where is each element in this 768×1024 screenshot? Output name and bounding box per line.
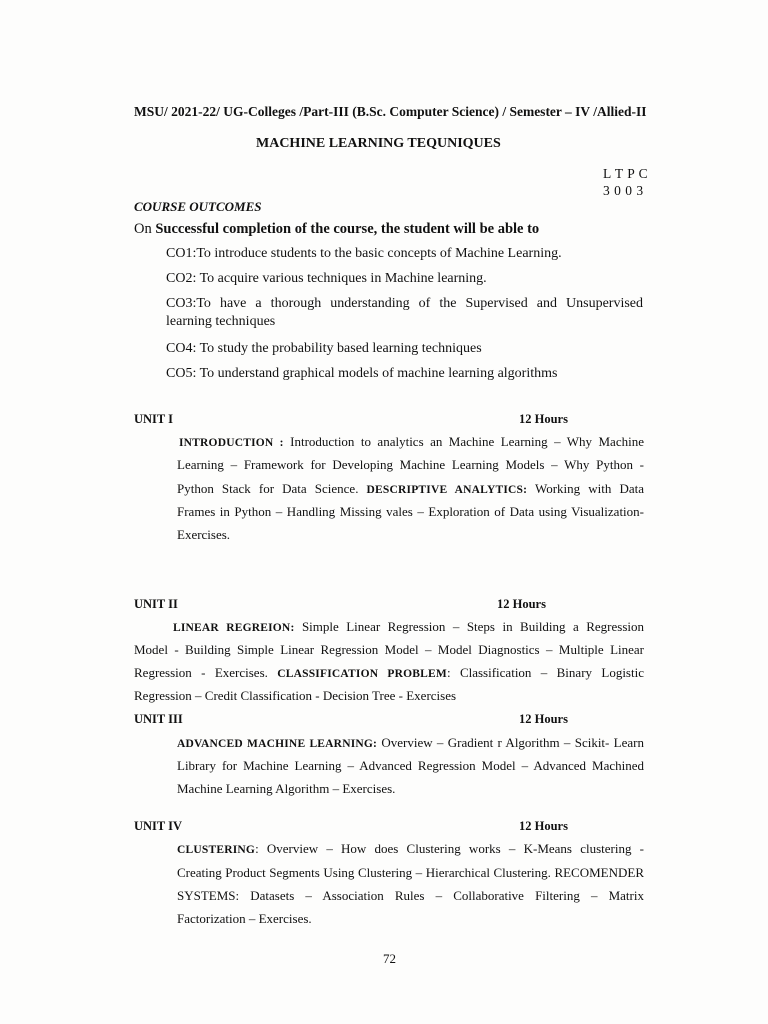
unit-2-title: UNIT II	[134, 597, 178, 611]
outcome-co4: CO4: To study the probability based learning techniques	[166, 341, 482, 356]
section-label-linear-regreion: LINEAR REGREION:	[173, 622, 295, 634]
section-label-classification-problem: CLASSIFICATION PROBLEM	[277, 668, 447, 680]
unit-1-title: UNIT I	[134, 412, 174, 426]
outcome-co5: CO5: To understand graphical models of machine learning algorithms	[166, 366, 558, 381]
unit-1-line-2: Learning – Framework for Developing Machine Learning Models – Why Python -	[177, 457, 644, 472]
unit-4-hours: 12 Hours	[519, 819, 568, 833]
unit-3-line-2: Library for Machine Learning – Advanced Regression Model – Advanced Machined	[177, 758, 644, 773]
document-header: MSU/ 2021-22/ UG-Colleges /Part-III (B.Sc. Computer Science) / Semester – IV /Allied-II	[134, 104, 647, 119]
outcome-co1: CO1:To introduce students to the basic concepts of Machine Learning.	[166, 246, 562, 261]
course-outcomes-heading: COURSE OUTCOMES	[134, 199, 262, 214]
course-outcomes-intro	[134, 221, 539, 238]
unit-1-line-3: Python Stack for Data Science. DESCRIPTIVE ANALYTICS: Working with Data	[177, 481, 644, 496]
section-label-clustering: CLUSTERING	[177, 844, 256, 856]
unit-3-hours: 12 Hours	[519, 712, 568, 726]
unit-1-line-4: Frames in Python – Handling Missing vales – Exploration of Data using Visualization-	[177, 504, 644, 519]
unit-2-line-3: Regression - Exercises. CLASSIFICATION PROBLEM: Classification – Binary Logistic	[134, 665, 644, 680]
unit-3-title: UNIT III	[134, 712, 183, 726]
course-title: MACHINE LEARNING TEQUNIQUES	[256, 136, 501, 151]
unit-4-title: UNIT IV	[134, 819, 183, 833]
unit-1-line-1: INTRODUCTION : Introduction to analytics an Machine Learning – Why Machine	[179, 434, 644, 449]
ltpc-label: L T P C	[603, 166, 649, 181]
unit-2-line-4: Regression – Credit Classification - Decision Tree - Exercises	[134, 688, 457, 703]
unit-2-line-1: LINEAR REGREION: Simple Linear Regression – Steps in Building a Regression	[173, 619, 645, 634]
outcome-co2: CO2: To acquire various techniques in Machine learning.	[166, 271, 487, 286]
unit-1-line-5: Exercises.	[177, 527, 231, 542]
section-label-descriptive-analytics: DESCRIPTIVE ANALYTICS:	[366, 484, 528, 496]
section-label-introduction: INTRODUCTION :	[179, 437, 284, 449]
ltpc-values: 3 0 0 3	[603, 183, 644, 198]
unit-1-hours: 12 Hours	[519, 412, 568, 426]
intro-prefix: On	[134, 221, 152, 237]
unit-4-line-4: Factorization – Exercises.	[177, 911, 312, 926]
intro-text: Successful completion of the course, the student will be able to	[155, 221, 540, 237]
unit-3-line-1: ADVANCED MACHINE LEARNING: Overview – Gradient r Algorithm – Scikit- Learn	[177, 735, 644, 750]
unit-2-line-2: Model - Building Simple Linear Regression Model – Model Diagnostics – Multiple Linear	[134, 642, 644, 657]
outcome-co3: CO3:To have a thorough understanding of the Supervised and Unsupervised	[166, 296, 643, 311]
unit-2-hours: 12 Hours	[497, 597, 546, 611]
section-label-advanced-machine-learning: ADVANCED MACHINE LEARNING:	[177, 738, 378, 750]
unit-4-line-1: CLUSTERING: Overview – How does Clustering works – K-Means clustering -	[177, 841, 644, 856]
page-number: 72	[383, 951, 396, 966]
unit-3-line-3: Machine Learning Algorithm – Exercises.	[177, 781, 396, 796]
unit-4-line-2: Creating Product Segments Using Clustering – Hierarchical Clustering. RECOMENDER	[177, 865, 644, 880]
outcome-co3-continued: learning techniques	[166, 314, 276, 329]
unit-4-line-3: SYSTEMS: Datasets – Association Rules – Collaborative Filtering – Matrix	[177, 888, 644, 903]
